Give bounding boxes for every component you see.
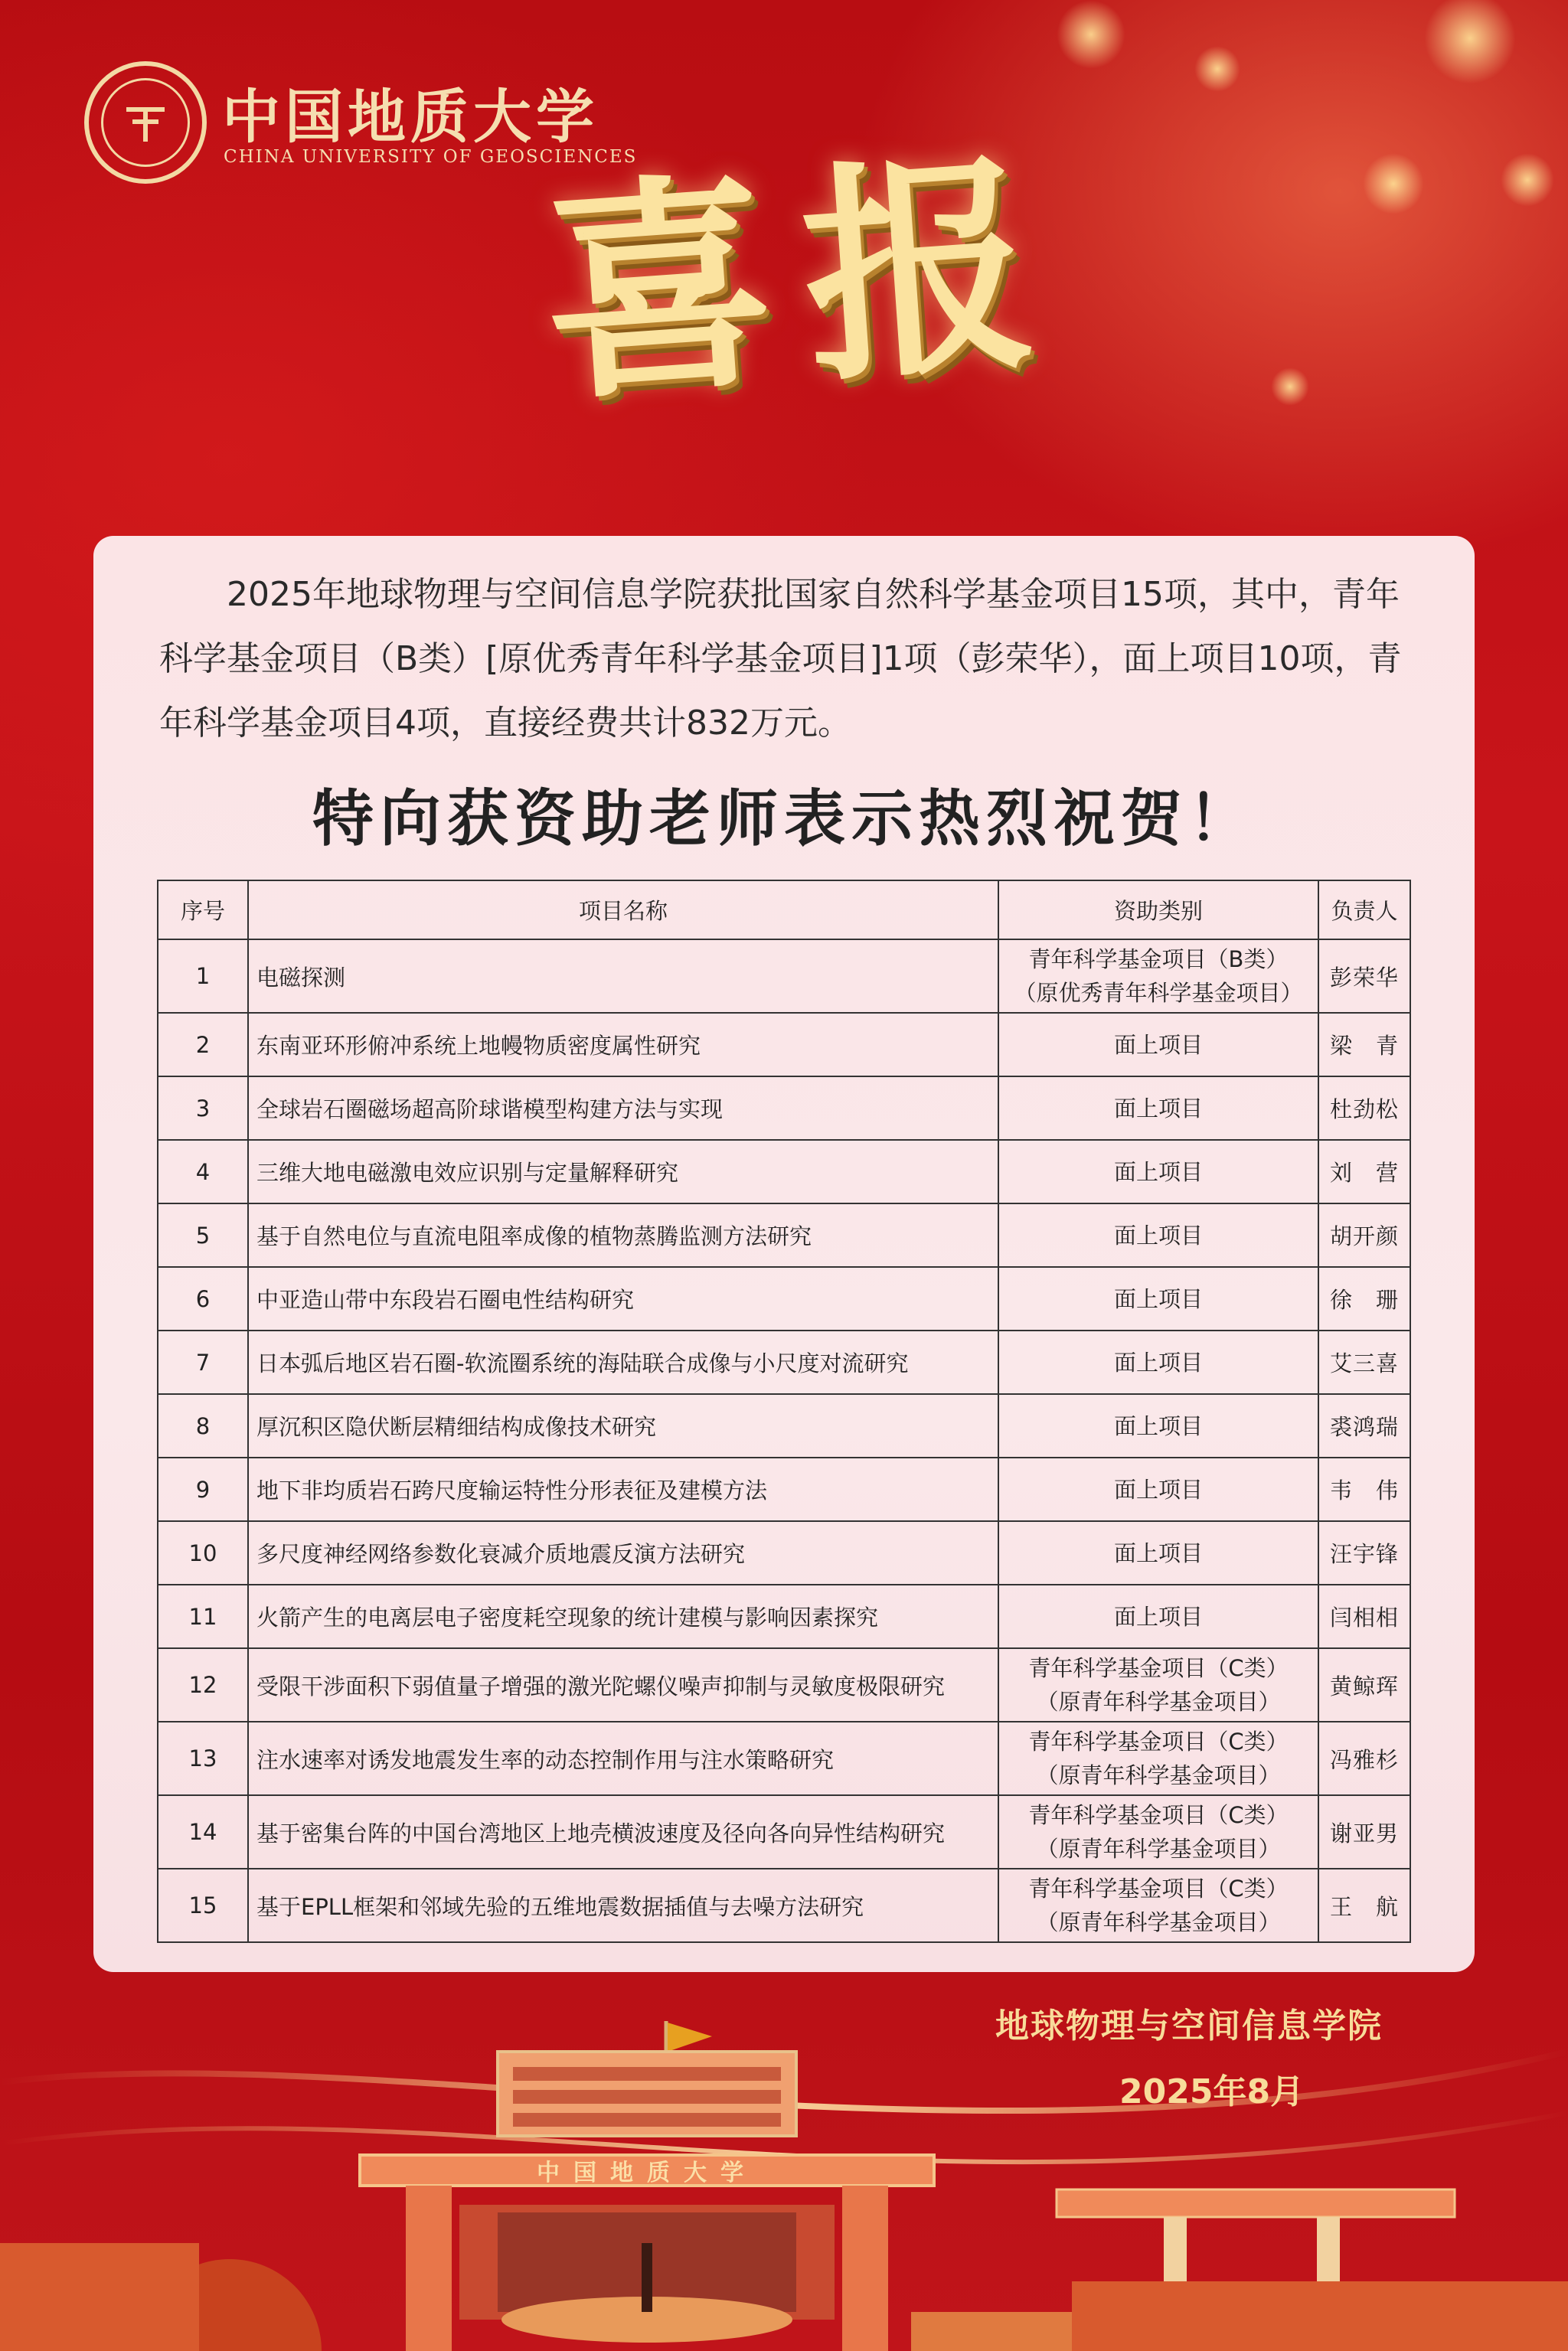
table-row xyxy=(158,1203,1410,1267)
cell-person: 谢亚男 xyxy=(1318,1795,1410,1869)
cell-funding-type xyxy=(998,1869,1318,1942)
project-table xyxy=(157,880,1411,1943)
cell-no: 4 xyxy=(158,1140,248,1203)
cell-person: 王 航 xyxy=(1318,1869,1410,1942)
light-bokeh xyxy=(1501,153,1554,207)
statue-icon xyxy=(642,2243,652,2312)
cell-project-name: 三维大地电磁激电效应识别与定量解释研究 xyxy=(248,1140,998,1203)
cell-project-name: 日本弧后地区岩石圈-软流圈系统的海陆联合成像与小尺度对流研究 xyxy=(248,1331,998,1394)
announcement-card xyxy=(93,536,1475,1972)
cell-no: 6 xyxy=(158,1267,248,1331)
cell-project-name: 受限干涉面积下弱值量子增强的激光陀螺仪噪声抑制与灵敏度极限研究 xyxy=(248,1648,998,1722)
cell-funding-type xyxy=(998,1648,1318,1722)
funding-type-line1: 青年科学基金项目（B类） xyxy=(1028,946,1289,972)
funding-type-line1: 面上项目 xyxy=(1113,1412,1203,1439)
header-person: 负责人 xyxy=(1318,880,1410,939)
cell-funding-type xyxy=(998,1331,1318,1394)
cell-person: 裘鸿瑞 xyxy=(1318,1394,1410,1458)
cell-project-name: 厚沉积区隐伏断层精细结构成像技术研究 xyxy=(248,1394,998,1458)
cell-person: 梁 青 xyxy=(1318,1013,1410,1076)
college-name: 地球物理与空间信息学院 xyxy=(995,2007,1383,2046)
funding-type-line1: 面上项目 xyxy=(1113,1476,1203,1503)
cell-funding-type xyxy=(998,1521,1318,1585)
funding-type-line1: 面上项目 xyxy=(1113,1031,1203,1058)
cell-project-name: 地下非均质岩石跨尺度输运特性分形表征及建模方法 xyxy=(248,1458,998,1521)
table-row xyxy=(158,1394,1410,1458)
cell-person: 艾三喜 xyxy=(1318,1331,1410,1394)
table-row xyxy=(158,1076,1410,1140)
funding-type-line2: （原青年科学基金项目） xyxy=(1036,1762,1281,1788)
intro-paragraph xyxy=(159,563,1415,756)
gate-sign-text: 中国地质大学 xyxy=(537,2160,757,2186)
cell-no: 7 xyxy=(158,1331,248,1394)
table-row xyxy=(158,1795,1410,1869)
cell-person: 徐 珊 xyxy=(1318,1267,1410,1331)
cell-project-name: 中亚造山带中东段岩石圈电性结构研究 xyxy=(248,1267,998,1331)
funding-type-line1: 青年科学基金项目（C类） xyxy=(1028,1655,1289,1681)
light-bokeh xyxy=(1057,0,1125,69)
cell-person: 彭荣华 xyxy=(1318,939,1410,1013)
table-row xyxy=(158,939,1410,1013)
publish-date: 2025年8月 xyxy=(1119,2072,1305,2111)
cell-no: 3 xyxy=(158,1076,248,1140)
table-row xyxy=(158,1585,1410,1648)
cell-no: 15 xyxy=(158,1869,248,1942)
table-row xyxy=(158,1013,1410,1076)
cell-person: 胡开颜 xyxy=(1318,1203,1410,1267)
funding-type-line1: 面上项目 xyxy=(1113,1349,1203,1376)
header-name: 项目名称 xyxy=(248,880,998,939)
light-bokeh xyxy=(1271,367,1309,406)
funding-type-line1: 青年科学基金项目（C类） xyxy=(1028,1729,1289,1755)
cell-funding-type xyxy=(998,939,1318,1013)
school-name-cn: 中国地质大学 xyxy=(222,83,599,151)
funding-type-line1: 青年科学基金项目（C类） xyxy=(1028,1802,1289,1828)
cell-person: 黄鲸珲 xyxy=(1318,1648,1410,1722)
university-logo xyxy=(84,61,207,184)
funding-type-line1: 面上项目 xyxy=(1113,1222,1203,1249)
funding-type-line1: 青年科学基金项目（C类） xyxy=(1028,1876,1289,1902)
table-row xyxy=(158,1140,1410,1203)
cell-funding-type xyxy=(998,1013,1318,1076)
cell-no: 10 xyxy=(158,1521,248,1585)
right-gate-icon xyxy=(1057,2189,1455,2217)
cell-funding-type xyxy=(998,1267,1318,1331)
table-row xyxy=(158,1267,1410,1331)
funding-type-line2: （原青年科学基金项目） xyxy=(1036,1836,1281,1862)
cell-no: 11 xyxy=(158,1585,248,1648)
funding-type-line1: 面上项目 xyxy=(1113,1540,1203,1566)
cell-funding-type xyxy=(998,1140,1318,1203)
header-type: 资助类别 xyxy=(998,880,1318,939)
cell-person: 闫相相 xyxy=(1318,1585,1410,1648)
intro-text: 2025年地球物理与空间信息学院获批国家自然科学基金项目15项，其中，青年科学基金项目（B类）[原优秀青年科学基金项目]1项（彭荣华），面上项目10项，青年科学基金项目4项，直接经费共计832万元。 xyxy=(159,575,1402,743)
funding-type-line1: 面上项目 xyxy=(1113,1603,1203,1630)
cell-project-name: 基于自然电位与直流电阻率成像的植物蒸腾监测方法研究 xyxy=(248,1203,998,1267)
cell-project-name: 注水速率对诱发地震发生率的动态控制作用与注水策略研究 xyxy=(248,1722,998,1795)
school-name-en: CHINA UNIVERSITY OF GEOSCIENCES xyxy=(224,147,638,167)
cell-no: 12 xyxy=(158,1648,248,1722)
funding-type-line1: 面上项目 xyxy=(1113,1158,1203,1185)
table-row xyxy=(158,1458,1410,1521)
table-header-row xyxy=(158,880,1410,939)
cell-funding-type xyxy=(998,1458,1318,1521)
cell-person: 冯雅杉 xyxy=(1318,1722,1410,1795)
cell-no: 8 xyxy=(158,1394,248,1458)
cell-no: 9 xyxy=(158,1458,248,1521)
cell-project-name: 全球岩石圈磁场超高阶球谐模型构建方法与实现 xyxy=(248,1076,998,1140)
funding-type-line1: 面上项目 xyxy=(1113,1285,1203,1312)
funding-type-line2: （原优秀青年科学基金项目） xyxy=(1014,980,1303,1006)
cell-no: 13 xyxy=(158,1722,248,1795)
table-row xyxy=(158,1648,1410,1722)
table-row xyxy=(158,1521,1410,1585)
cell-funding-type xyxy=(998,1722,1318,1795)
light-bokeh xyxy=(1194,46,1240,92)
cell-no: 5 xyxy=(158,1203,248,1267)
campus-illustration xyxy=(0,1990,1568,2351)
light-bokeh xyxy=(1363,153,1424,214)
table-row xyxy=(158,1331,1410,1394)
cell-project-name: 基于EPLL框架和邻域先验的五维地震数据插值与去噪方法研究 xyxy=(248,1869,998,1942)
funding-type-line2: （原青年科学基金项目） xyxy=(1036,1689,1281,1715)
cell-no: 1 xyxy=(158,939,248,1013)
cell-person: 杜劲松 xyxy=(1318,1076,1410,1140)
cell-person: 刘 营 xyxy=(1318,1140,1410,1203)
funding-type-line1: 面上项目 xyxy=(1113,1095,1203,1122)
cell-person: 韦 伟 xyxy=(1318,1458,1410,1521)
cell-project-name: 东南亚环形俯冲系统上地幔物质密度属性研究 xyxy=(248,1013,998,1076)
cell-funding-type xyxy=(998,1203,1318,1267)
cell-person: 汪宇锋 xyxy=(1318,1521,1410,1585)
cell-project-name: 火箭产生的电离层电子密度耗空现象的统计建模与影响因素探究 xyxy=(248,1585,998,1648)
cell-project-name: 电磁探测 xyxy=(248,939,998,1013)
table-row xyxy=(158,1722,1410,1795)
cell-project-name: 基于密集台阵的中国台湾地区上地壳横波速度及径向各向异性结构研究 xyxy=(248,1795,998,1869)
light-bokeh xyxy=(1424,0,1516,84)
cell-no: 2 xyxy=(158,1013,248,1076)
flag-icon xyxy=(668,2023,712,2052)
cell-no: 14 xyxy=(158,1795,248,1869)
header-no: 序号 xyxy=(158,880,248,939)
cell-funding-type xyxy=(998,1076,1318,1140)
cell-funding-type xyxy=(998,1795,1318,1869)
headline-good-news: 喜报 xyxy=(534,126,1073,433)
congratulations-heading: 特向获资助老师表示热烈祝贺！ xyxy=(312,783,1256,854)
cell-funding-type xyxy=(998,1394,1318,1458)
cell-funding-type xyxy=(998,1585,1318,1648)
cell-project-name: 多尺度神经网络参数化衰减介质地震反演方法研究 xyxy=(248,1521,998,1585)
emblem-icon xyxy=(119,96,172,149)
table-row xyxy=(158,1869,1410,1942)
funding-type-line2: （原青年科学基金项目） xyxy=(1036,1909,1281,1935)
